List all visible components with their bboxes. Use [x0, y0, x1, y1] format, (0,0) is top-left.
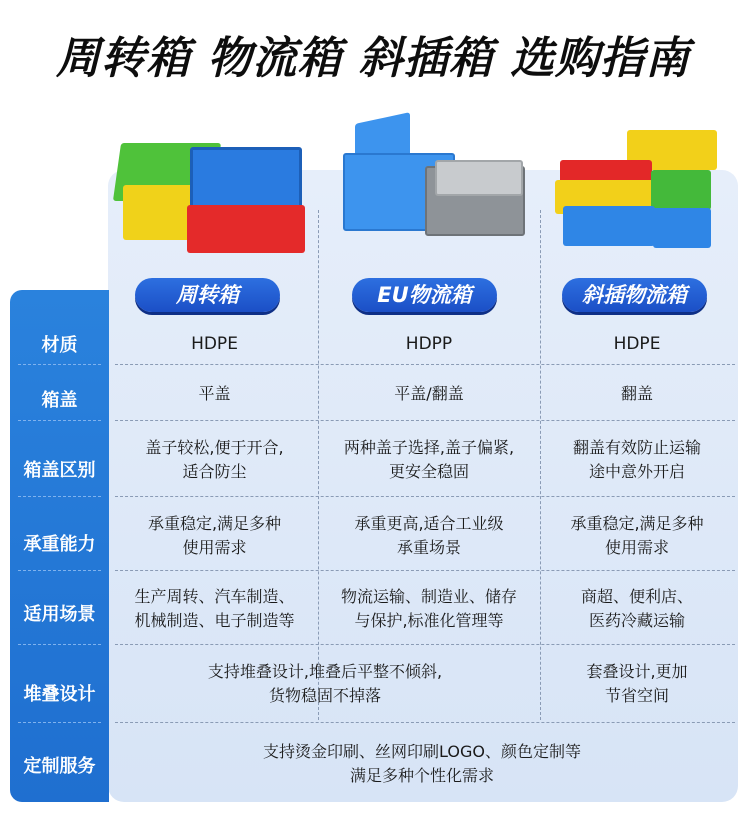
row-label-material: 材质 — [41, 335, 78, 356]
eu-logistics-box-image — [335, 118, 535, 253]
cell-line: 医药冷藏运输 — [588, 611, 685, 630]
cell-line: 承重更高,适合工业级 — [354, 514, 504, 533]
label-divider — [18, 570, 101, 571]
row-divider — [115, 420, 735, 421]
cell-load-nesting — [542, 512, 732, 560]
header-pill-nesting: 斜插物流箱 — [562, 278, 707, 312]
cell-load-turnover — [112, 512, 317, 560]
cell-load-eu — [320, 512, 538, 560]
cell-customization-all — [112, 740, 732, 788]
cell-lid-eu: 平盖/翻盖 — [394, 384, 464, 403]
cell-material-nesting: HDPE — [613, 334, 661, 354]
row-label-load-capacity: 承重能力 — [23, 534, 96, 555]
label-divider — [18, 364, 101, 365]
turnover-crate-image — [115, 125, 310, 255]
row-divider — [115, 644, 735, 645]
nesting-box-image — [555, 128, 725, 253]
cell-line: 途中意外开启 — [588, 462, 685, 481]
cell-line: 适合防尘 — [182, 462, 247, 481]
cell-line: 套叠设计,更加 — [586, 662, 688, 681]
cell-line: 使用需求 — [604, 538, 669, 557]
cell-line: 使用需求 — [182, 538, 247, 557]
label-divider — [18, 496, 101, 497]
cell-line: 生产周转、汽车制造、 — [134, 587, 295, 606]
cell-line: 货物稳固不掉落 — [268, 686, 381, 705]
cell-line: 盖子较松,便于开合, — [145, 438, 284, 457]
row-label-use-cases: 适用场景 — [23, 604, 96, 625]
cell-stacking-nesting — [542, 660, 732, 708]
cell-line: 商超、便利店、 — [580, 587, 693, 606]
cell-line: 节省空间 — [604, 686, 669, 705]
cell-lid-turnover: 平盖 — [198, 384, 231, 403]
row-label-customization: 定制服务 — [23, 756, 96, 777]
label-divider — [18, 420, 101, 421]
cell-line: 机械制造、电子制造等 — [134, 611, 295, 630]
cell-line: 承重稳定,满足多种 — [570, 514, 704, 533]
row-divider — [115, 496, 735, 497]
row-divider — [115, 722, 735, 723]
cell-line: 承重场景 — [396, 538, 461, 557]
header-pill-eu: EU物流箱 — [352, 278, 497, 312]
cell-lid-diff-nesting — [542, 436, 732, 484]
label-divider — [18, 644, 101, 645]
page-title: 周转箱 物流箱 斜插箱 选购指南 — [56, 33, 690, 84]
cell-lid-nesting: 翻盖 — [620, 384, 653, 403]
cell-line: 物流运输、制造业、储存 — [340, 587, 517, 606]
cell-stacking-merged — [112, 660, 538, 708]
cell-material-eu: HDPP — [405, 334, 453, 354]
row-divider — [115, 570, 735, 571]
label-divider — [18, 722, 101, 723]
cell-use-eu — [320, 585, 538, 633]
cell-use-turnover — [112, 585, 317, 633]
row-label-stacking: 堆叠设计 — [23, 684, 96, 705]
row-label-lid-difference: 箱盖区别 — [23, 460, 96, 481]
cell-line: 翻盖有效防止运输 — [572, 438, 701, 457]
header-pill-turnover: 周转箱 — [135, 278, 280, 312]
cell-line: 满足多种个性化需求 — [349, 766, 494, 785]
cell-line: 更安全稳固 — [388, 462, 469, 481]
cell-lid-diff-turnover — [112, 436, 317, 484]
row-divider — [115, 364, 735, 365]
cell-line: 两种盖子选择,盖子偏紧, — [343, 438, 515, 457]
cell-line: 承重稳定,满足多种 — [147, 514, 282, 533]
cell-lid-diff-eu — [320, 436, 538, 484]
cell-material-turnover: HDPE — [191, 334, 238, 354]
row-label-lid: 箱盖 — [41, 390, 78, 411]
cell-use-nesting — [542, 585, 732, 633]
cell-line: 支持堆叠设计,堆叠后平整不倾斜, — [207, 662, 443, 681]
cell-line: 支持烫金印刷、丝网印刷LOGO、颜色定制等 — [263, 742, 581, 761]
cell-line: 与保护,标准化管理等 — [354, 611, 504, 630]
